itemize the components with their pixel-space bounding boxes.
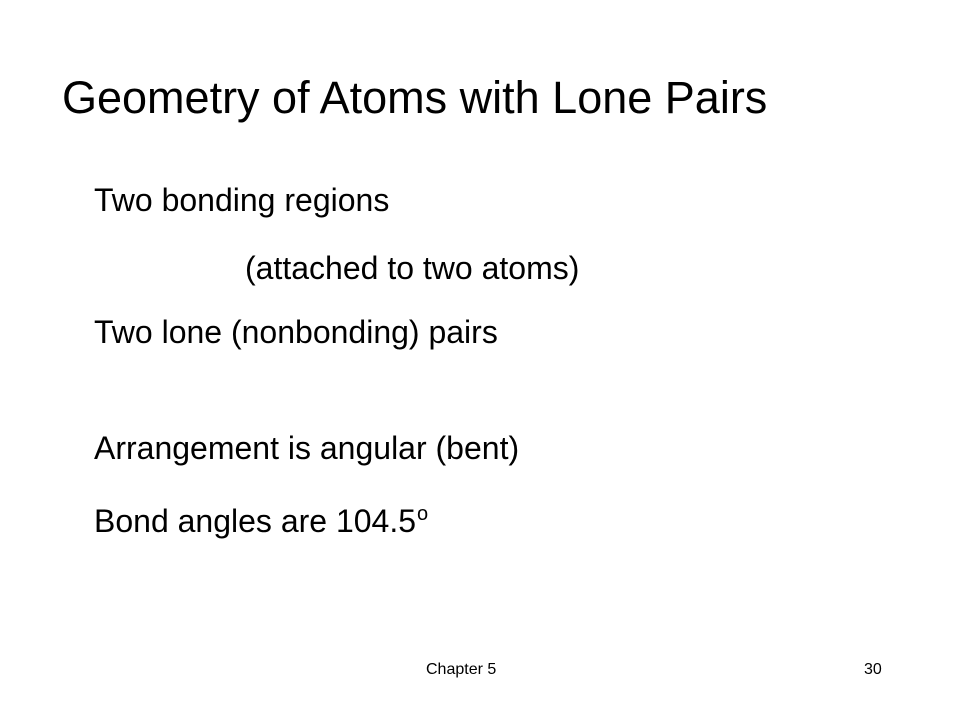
arrangement-line: Arrangement is angular (bent) [94, 430, 520, 466]
bond-angle-line [94, 494, 428, 541]
footer-chapter: Chapter 5 [426, 661, 497, 678]
slide-title: Geometry of Atoms with Lone Pairs [62, 72, 768, 123]
lone-pairs-line: Two lone (nonbonding) pairs [94, 314, 498, 350]
footer-page-number: 30 [864, 661, 882, 678]
bond-angle-text: Bond angles are 104.5 [94, 503, 417, 539]
bonding-regions-line: Two bonding regions [94, 182, 390, 218]
degree-superscript: o [417, 503, 429, 525]
attached-atoms-line: (attached to two atoms) [245, 250, 580, 286]
